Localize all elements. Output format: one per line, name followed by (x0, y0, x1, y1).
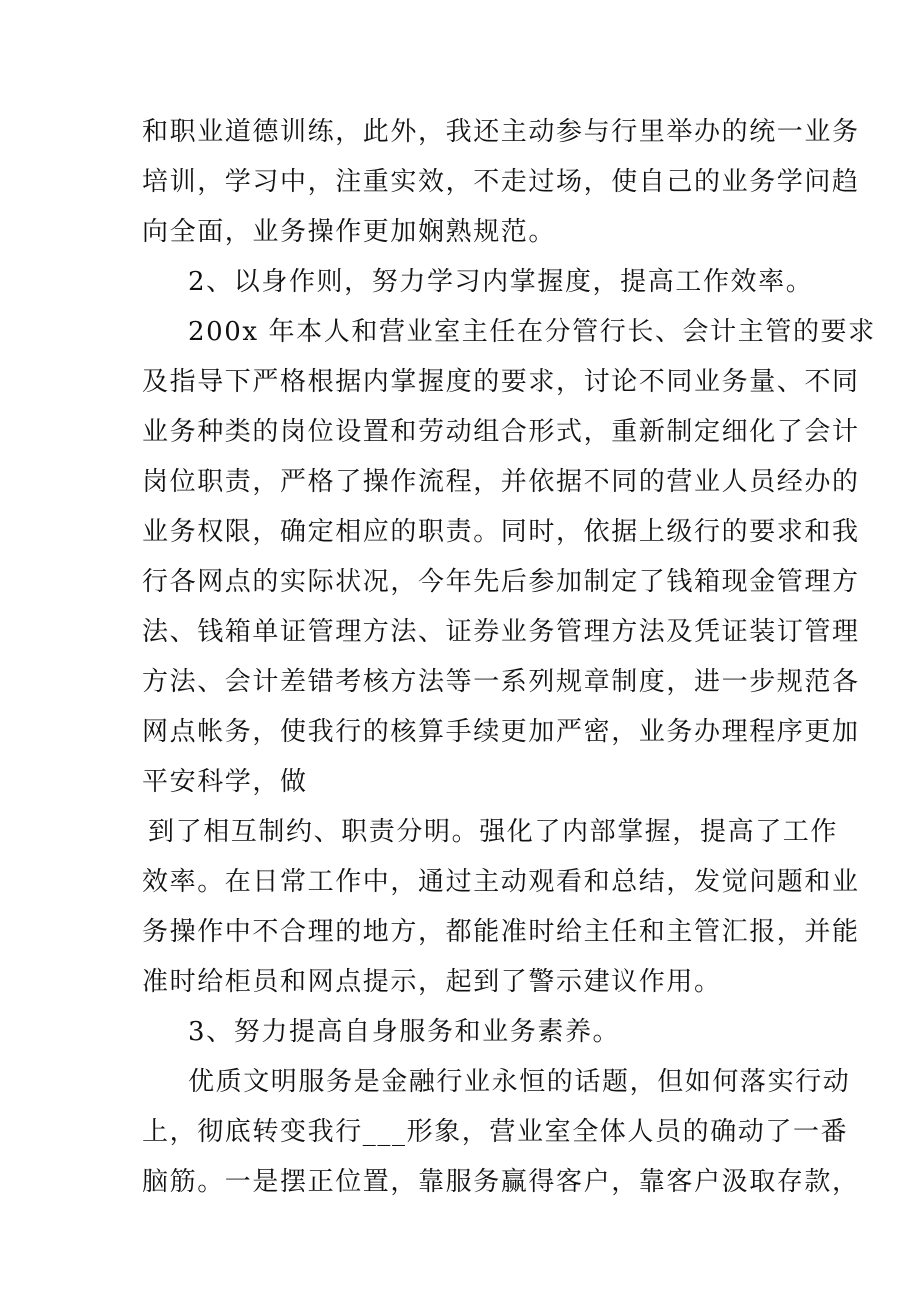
paragraph-first-line: 200x 年本人和营业室主任在分管行长、会计主管的要求 (188, 317, 876, 347)
text-line: 业务种类的岗位设置和劳动组合形式，重新制定细化了会计 (142, 417, 860, 447)
text-line: 和职业道德训练，此外，我还主动参与行里举办的统一业务 (142, 117, 860, 147)
paragraph-first-line: 优质文明服务是金融行业永恒的话题，但如何落实行动 (188, 1067, 851, 1097)
text-line: 培训，学习中，注重实效，不走过场，使自己的业务学问趋 (142, 167, 860, 197)
text-line: 效率。在日常工作中，通过主动观看和总结，发觉问题和业 (142, 867, 860, 897)
text-line: 脑筋。一是摆正位置，靠服务赢得客户，靠客户汲取存款， (142, 1167, 860, 1197)
text-line: 法、钱箱单证管理方法、证券业务管理方法及凭证装订管理 (142, 617, 860, 647)
text-line: 岗位职责，严格了操作流程，并依据不同的营业人员经办的 (142, 467, 860, 497)
text-line: 到了相互制约、职责分明。强化了内部掌握，提高了工作 (148, 817, 839, 847)
text-line: 方法、会计差错考核方法等一系列规章制度，进一步规范各 (142, 667, 860, 697)
text-line: 务操作中不合理的地方，都能准时给主任和主管汇报，并能 (142, 917, 860, 947)
text-line: 业务权限，确定相应的职责。同时，依据上级行的要求和我 (142, 517, 860, 547)
text-line: 及指导下严格根据内掌握度的要求，讨论不同业务量、不同 (142, 367, 860, 397)
section-heading: 2、以身作则，努力学习内掌握度，提高工作效率。 (188, 267, 814, 297)
text-line: 网点帐务，使我行的核算手续更加严密，业务办理程序更加 (142, 717, 860, 747)
text-line: 平安科学，做 (142, 767, 308, 797)
text-line: 上，彻底转变我行___形象，营业室全体人员的确动了一番 (142, 1117, 849, 1147)
text-line: 行各网点的实际状况，今年先后参加制定了钱箱现金管理方 (142, 567, 860, 597)
text-line: 向全面，业务操作更加娴熟规范。 (142, 217, 557, 247)
text-line: 准时给柜员和网点提示，起到了警示建议作用。 (142, 967, 722, 997)
section-heading: 3、努力提高自身服务和业务素养。 (188, 1017, 621, 1047)
